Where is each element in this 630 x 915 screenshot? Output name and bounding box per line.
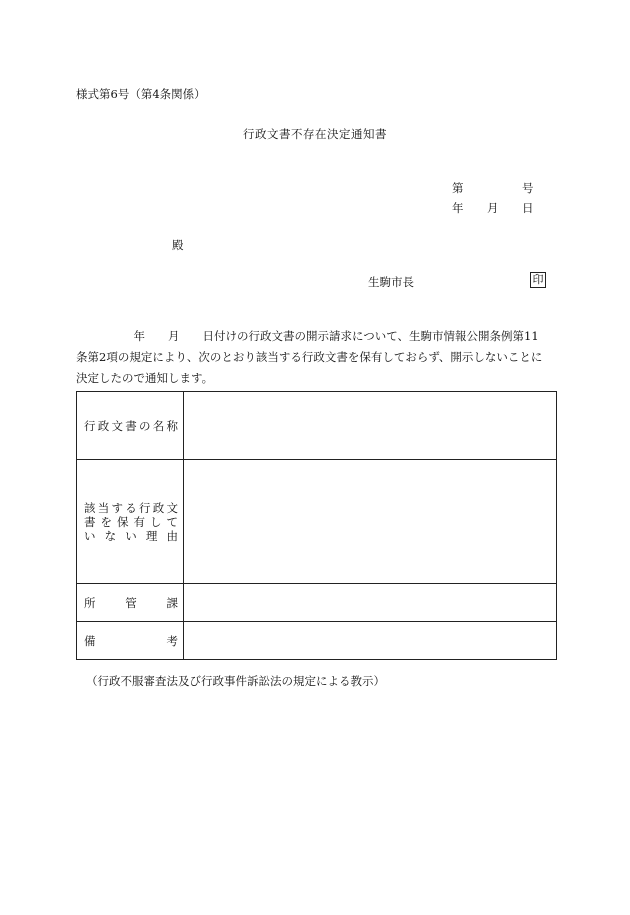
addressee-suffix: 殿: [172, 238, 184, 252]
label-line: 備 考: [84, 633, 178, 648]
document-name-cell[interactable]: [184, 392, 557, 460]
label-line: い な い 理 由: [84, 528, 178, 543]
label-line: 書 を 保 有 し て: [84, 514, 178, 529]
details-table: [76, 391, 557, 660]
label-line: 所 管 課: [84, 595, 178, 610]
table-row: [77, 584, 557, 622]
body-line: 年 月 日付けの行政文書の開示請求について、生駒市情報公開条例第11: [76, 329, 539, 343]
label-line: 該 当 す る 行 政 文: [84, 500, 178, 515]
issuer-name: 生駒市長: [368, 275, 414, 289]
date-month: 月: [487, 201, 499, 215]
body-line: 条第2項の規定により、次のとおり該当する行政文書を保有しておらず、開示しないことに: [76, 350, 543, 364]
row-label-remarks: [77, 622, 184, 660]
reason-cell[interactable]: [184, 460, 557, 584]
date-year: 年: [452, 201, 464, 215]
number-prefix: 第: [452, 181, 464, 195]
appeal-note: （行政不服審査法及び行政事件訴訟法の規定による教示）: [86, 674, 385, 688]
row-label-department: [77, 584, 184, 622]
label-line: 行 政 文 書 の 名 称: [84, 418, 178, 433]
row-label-document-name: [77, 392, 184, 460]
table-row: [77, 622, 557, 660]
body-line: 決定したので通知します。: [76, 371, 214, 385]
form-number: 様式第6号（第4条関係）: [76, 87, 206, 101]
date-day: 日: [522, 201, 534, 215]
table-row: [77, 392, 557, 460]
number-suffix: 号: [522, 181, 534, 195]
row-label-reason: [77, 460, 184, 584]
table-row: [77, 460, 557, 584]
notice-body: [76, 326, 558, 389]
remarks-cell[interactable]: [184, 622, 557, 660]
department-cell[interactable]: [184, 584, 557, 622]
document-title: 行政文書不存在決定通知書: [243, 127, 387, 141]
seal-mark: 印: [530, 272, 546, 288]
